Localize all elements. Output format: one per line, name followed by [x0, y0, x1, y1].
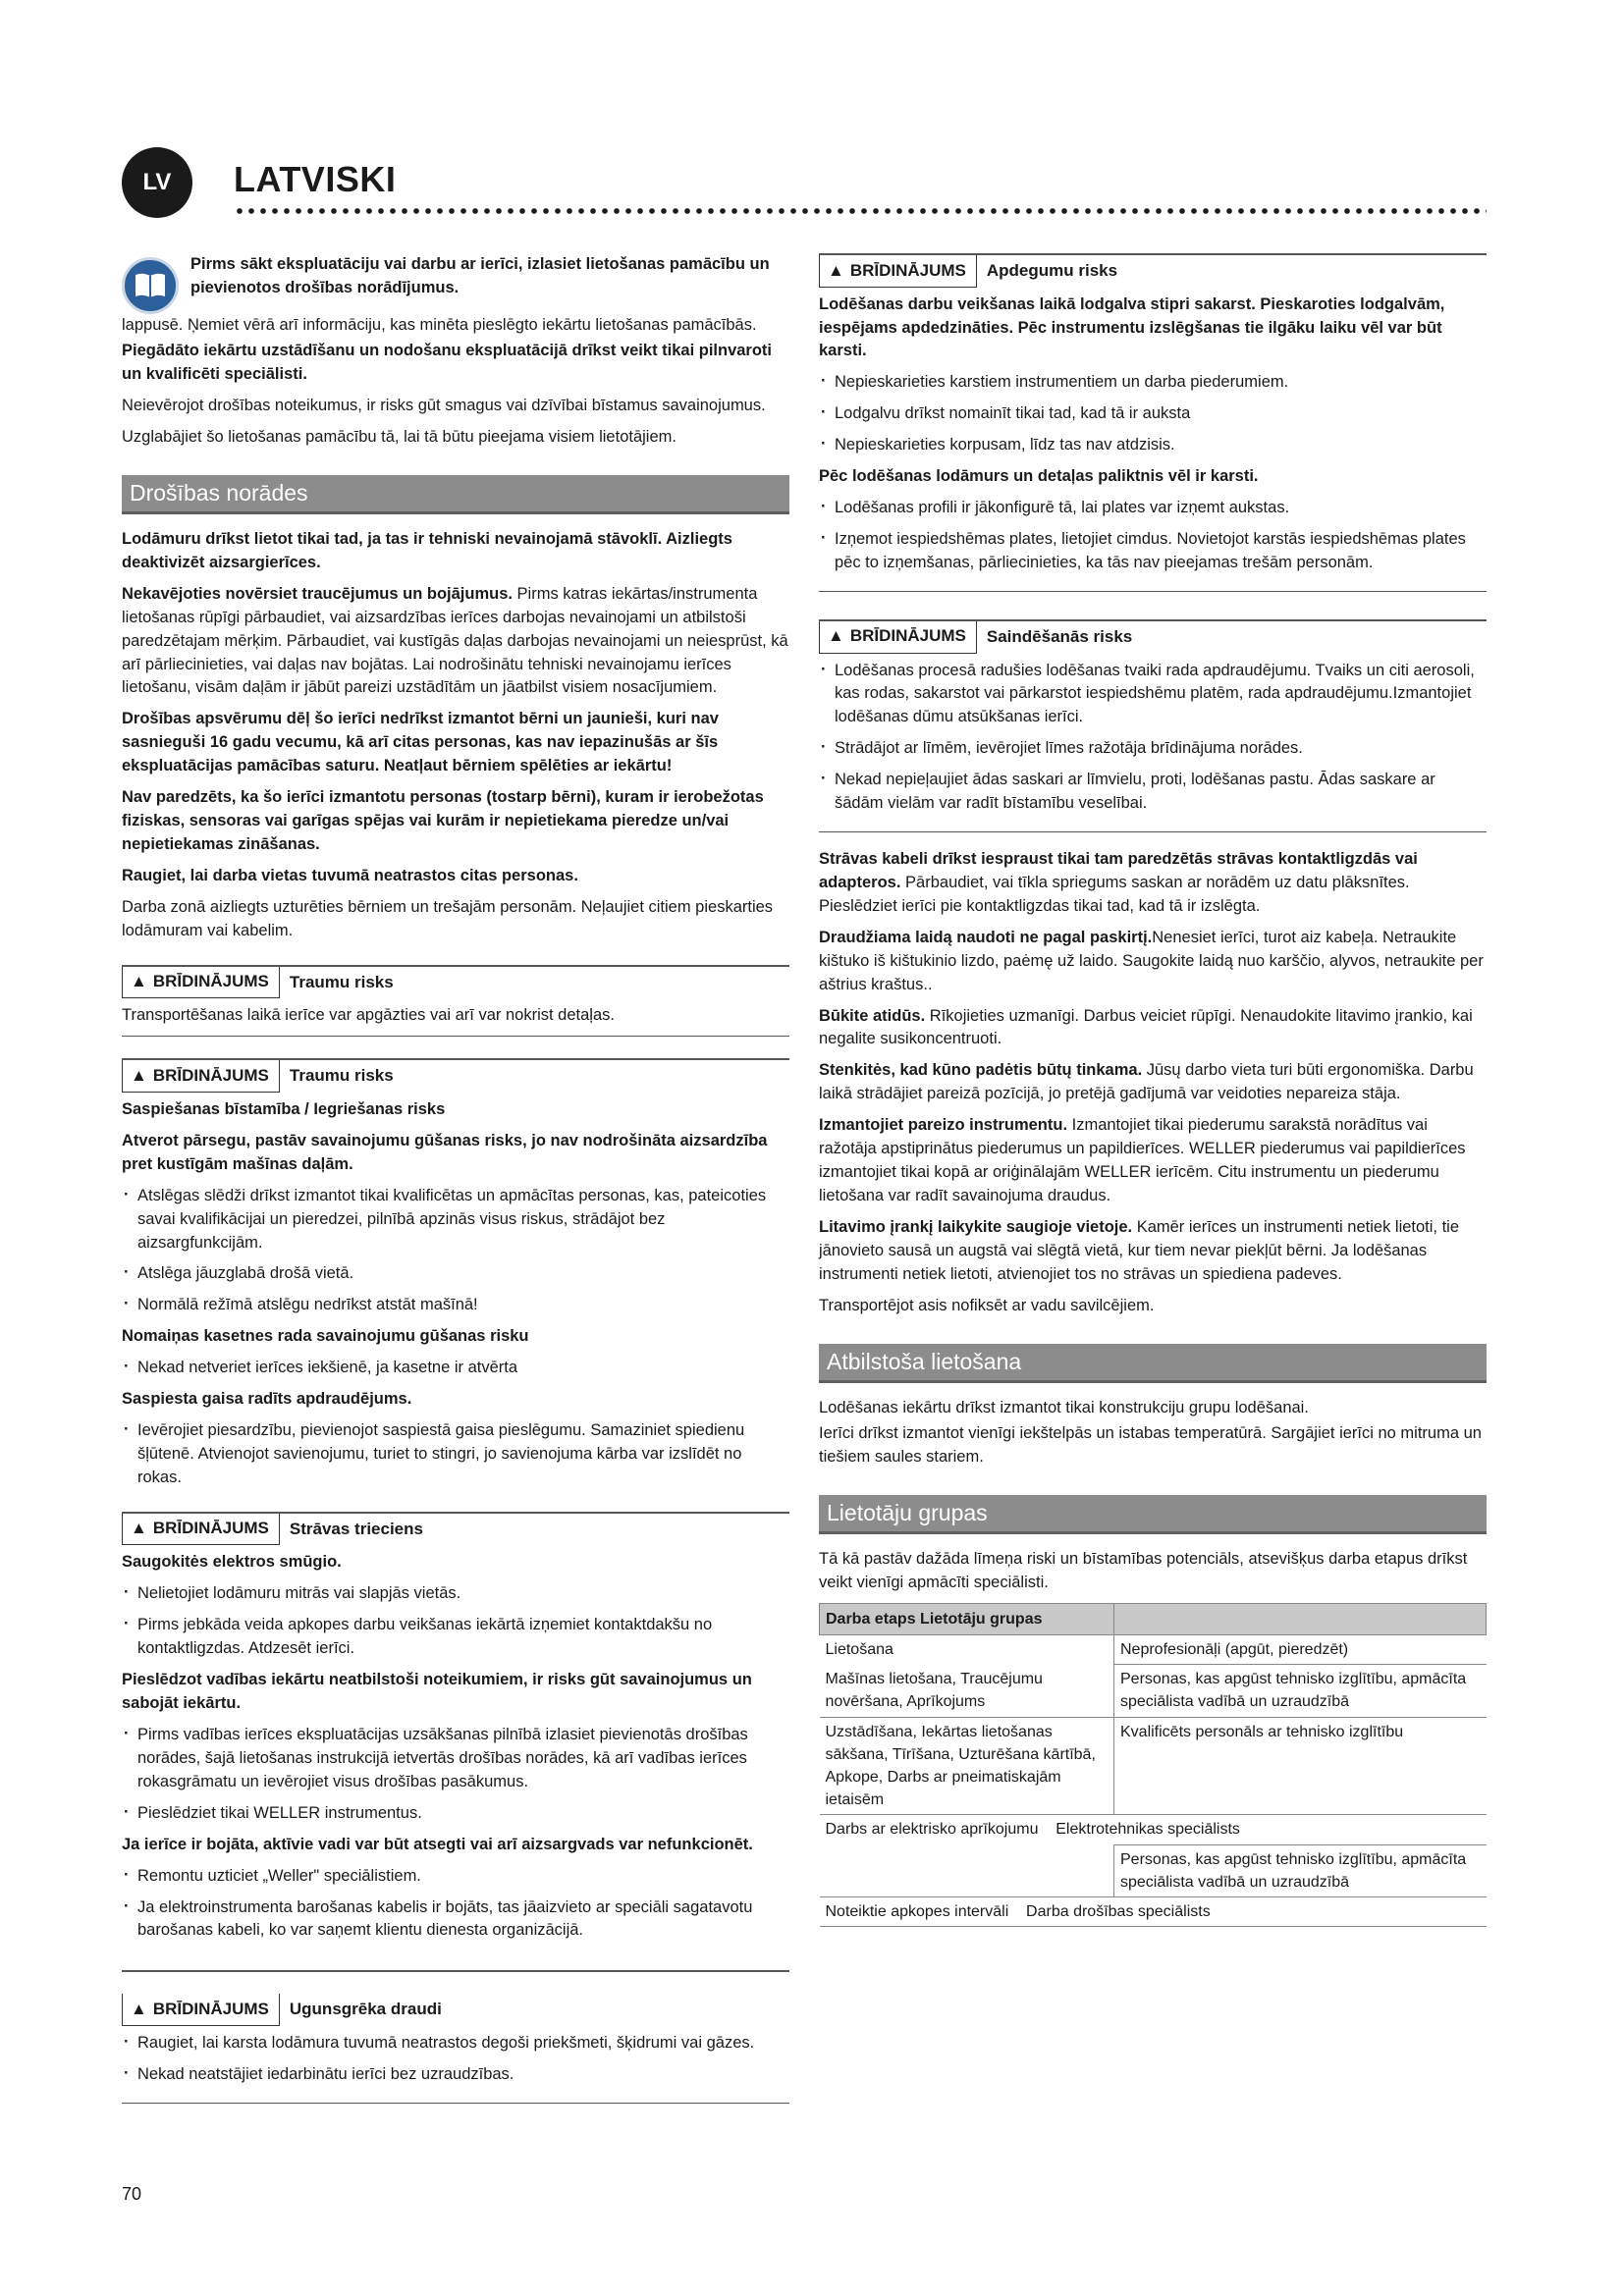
warning-triangle-icon: ▲ [131, 972, 147, 991]
right-column [819, 253, 1487, 1927]
warning-title: Apdegumu risks [986, 261, 1118, 280]
list-item: · Remontu uzticiet „Weller" speciālistiem. [122, 1865, 789, 1889]
table-row [820, 1844, 1487, 1896]
warning-label: ▲ BRĪDINĀJUMS [819, 255, 977, 288]
warning-paragraph: Ja ierīce ir bojāta, aktīvie vadi var būt atsegti vai arī aizsargvads var nefunkcionēt. [122, 1835, 753, 1853]
dotted-divider [234, 208, 1487, 214]
list-item: · Ievērojiet piesardzību, pievienojot saspiestā gaisa pieslēgumu. Samaziniet spiedienu šļūtenē. Atvienojot savienojumu, turiet to stingri, jo savienojuma kārba var izslīdēt no rokas. [122, 1419, 789, 1490]
section-header-proper-use: Atbilstoša lietošana [819, 1344, 1487, 1383]
user-groups-table [819, 1603, 1487, 1927]
table-cell: Lietošana [820, 1635, 1114, 1665]
intro-paragraph: Uzglabājiet šo lietošanas pamācību tā, lai tā būtu pieejama visiem lietotājiem. [122, 427, 677, 446]
warning-box-poison [819, 619, 1487, 832]
warning-title: Strāvas trieciens [289, 1519, 423, 1538]
warning-paragraph: Pieslēdzot vadības iekārtu neatbilstoši noteikumiem, ir risks gūt savainojumus un sabojāt iekārtu. [122, 1671, 752, 1713]
warning-subtitle: Saugokitės elektros smūgio. [122, 1553, 342, 1572]
table-cell: Personas, kas apgūst tehnisko izglītību, apmācīta speciālista vadībā un uzraudzībā [1114, 1665, 1487, 1717]
intro-paragraph: lappusē. Ņemiet vērā arī informāciju, kas minēta pieslēgto iekārtu lietošanas pamācībās. [122, 316, 757, 334]
warning-triangle-icon: ▲ [131, 1519, 147, 1538]
page-title: LATVISKI [234, 159, 397, 199]
table-cell [820, 1844, 1114, 1896]
list-item: · Nepieskarieties karstiem instrumentiem un darba piederumiem. [819, 371, 1487, 395]
table-cell: Darbs ar elektrisko aprīkojumu Elektrotehnikas speciālists [820, 1815, 1487, 1844]
warning-triangle-icon: ▲ [131, 1999, 147, 2018]
warning-list [122, 1357, 789, 1380]
warning-title: Traumu risks [289, 1066, 394, 1086]
manual-book-icon [122, 257, 179, 314]
warning-label: ▲ BRĪDINĀJUMS [122, 1060, 280, 1093]
safety-paragraph: Nav paredzēts, ka šo ierīci izmantotu personas (tostarp bērni), kuram ir ierobežotas fiziskas, sensoras vai garīgas spējas vai kurām ir nepietiekama pieredze un/vai nepietiekamas zināšanas. [122, 788, 764, 854]
table-row [820, 1635, 1487, 1665]
list-item: · Nekad neatstājiet iedarbinātu ierīci bez uzraudzības. [122, 2063, 789, 2087]
warning-label: ▲ BRĪDINĀJUMS [122, 967, 280, 999]
safety-paragraph: Litavimo įrankį laikykite saugioje vietoje. Kamēr ierīces un instrumenti netiek lietoti, tie jānovieto sausā un augstā vai slēgtā vietā, kur tiem nevar piekļūt bērni. Ja lodēšanas instrumenti netiek lietoti, atvienojiet tos no strāvas un spiediena padeves. [819, 1217, 1460, 1283]
list-item: · Lodēšanas profili ir jākonfigurē tā, lai plates var izņemt aukstas. [819, 497, 1487, 520]
section-header-safety: Drošības norādes [122, 475, 789, 514]
table-cell: Mašīnas lietošana, Traucējumu novēršana, Aprīkojums [825, 1670, 1043, 1710]
warning-list [819, 371, 1487, 457]
table-row [820, 1717, 1487, 1815]
safety-paragraph: Stenkitės, kad kūno padėtis būtų tinkama. Jūsų darbo vieta turi būti ergonomiška. Darbu laikā strādājiet pareizā pozīcijā, jo pretējā gadījumā var veidoties nepareiza stāja. [819, 1061, 1474, 1103]
table-row [820, 1896, 1487, 1926]
safety-paragraph: Nekavējoties novērsiet traucējumus un bojājumus. Pirms katras iekārtas/instrumenta lietošanas rūpīgi pārbaudiet, vai aizsardzības ierīces darbojas nevainojami un atbilstoši paredzētajam mērķim. Pārbaudiet, vai kustīgās daļas darbojas nevainojami un neiesprūst, kā arī pārliecinieties, vai daļas nav bojātas. Lai nodrošinātu tehniski nevainojamu ierīces lietošanu, visām daļām ir jābūt pareizi uzstādītām un jāatbilst visiem nosacījumiem. [122, 584, 788, 697]
list-item: · Lodgalvu drīkst nomainīt tikai tad, kad tā ir auksta [819, 402, 1487, 426]
proper-use-paragraph: Lodēšanas iekārtu drīkst izmantot tikai konstrukciju grupu lodēšanai. [819, 1398, 1309, 1416]
table-cell: Neprofesionāļi (apgūt, pieredzēt) [1114, 1635, 1487, 1665]
page-number: 70 [122, 2184, 142, 2204]
safety-paragraph: Strāvas kabeli drīkst iespraust tikai tam paredzētās strāvas kontaktligzdās vai adapteros. Pārbaudiet, vai tīkla spriegums saskan ar norādēm uz datu plāksnītes. Pieslēdziet ierīci pie kontaktligzdas tikai tad, kad tā ir izslēgta. [819, 850, 1418, 915]
warning-subtitle: Saspiešanas bīstamība / Iegriešanas risks [122, 1099, 446, 1118]
left-column [122, 253, 789, 2104]
warning-list [122, 2032, 789, 2087]
warning-box-crush [122, 1058, 789, 1490]
warning-paragraph: Atverot pārsegu, pastāv savainojumu gūšanas risks, jo nav nodrošināta aizsardzība pret kustīgām mašīnas daļām. [122, 1131, 768, 1173]
table-header: Darba etaps Lietotāju grupas [820, 1603, 1114, 1634]
safety-paragraph: Drošības apsvērumu dēļ šo ierīci nedrīkst izmantot bērni un jaunieši, kuri nav sasnieguši 16 gadu vecumu, kā arī citas personas, kas nav iepazinušās ar šīs ekspluatācijas pamācības saturu. Neatļaut bērniem spēlēties ar iekārtu! [122, 710, 719, 775]
proper-use-paragraph: Ierīci drīkst izmantot vienīgi iekštelpās un istabas temperatūrā. Sargājiet ierīci no mitruma un tiešiem saules stariem. [819, 1423, 1482, 1466]
warning-list [122, 1185, 789, 1318]
warning-list [122, 1724, 789, 1826]
warning-triangle-icon: ▲ [828, 260, 844, 280]
table-row [820, 1665, 1487, 1717]
intro-block [122, 253, 789, 314]
general-safety-paragraphs [819, 848, 1487, 1318]
warning-box-electric [122, 1512, 789, 1944]
warning-list [819, 497, 1487, 575]
list-item: · Ja elektroinstrumenta barošanas kabelis ir bojāts, tas jāaizvieto ar speciāli sagatavotu barošanas kabeli, ko var saņemt klientu dienesta organizācijā. [122, 1896, 789, 1944]
warning-list [122, 1865, 789, 1944]
warning-box-injury [122, 965, 789, 1038]
warning-paragraph: Saspiesta gaisa radīts apdraudējums. [122, 1390, 412, 1409]
table-cell: Kvalificēts personāls ar tehnisko izglītību [1114, 1717, 1487, 1815]
safety-paragraph: Lodāmuru drīkst lietot tikai tad, ja tas ir tehniski nevainojamā stāvoklī. Aizliegts deaktivizēt aizsargierīces. [122, 529, 732, 571]
safety-paragraph: Darba zonā aizliegts uzturēties bērniem un trešajām personām. Neļaujiet citiem pieskarties lodāmuram vai kabelim. [122, 897, 774, 939]
user-groups-paragraph: Tā kā pastāv dažāda līmeņa riski un bīstamības potenciāls, atsevišķus darba etapus drīkst veikt vienīgi apmācīti speciālisti. [819, 1550, 1468, 1591]
warning-label: ▲ BRĪDINĀJUMS [819, 621, 977, 654]
list-item: · Nepieskarieties korpusam, līdz tas nav atdzisis. [819, 434, 1487, 457]
warning-triangle-icon: ▲ [828, 626, 844, 646]
table-cell: Personas, kas apgūst tehnisko izglītību, apmācīta speciālista vadībā un uzraudzībā [1114, 1844, 1487, 1896]
warning-box-fire [122, 1970, 789, 2103]
list-item: · Normālā režīmā atslēgu nedrīkst atstāt mašīnā! [122, 1294, 789, 1317]
list-item: · Pirms jebkāda veida apkopes darbu veikšanas iekārtā izņemiet kontaktdakšu no kontaktligzdas. Atdzesēt ierīci. [122, 1614, 789, 1661]
safety-paragraph: Izmantojiet pareizo instrumentu. Izmantojiet tikai piederumu sarakstā norādītus vai ražotāja apstiprinātus piederumus un papildierīces. WELLER piederumus vai papildierīces izmantojiet tikai kopā ar oriģinālajām WELLER ierīcēm. Citu instrumentu un piederumu lietošana var radīt savainojuma draudus. [819, 1116, 1466, 1205]
table-cell: Noteiktie apkopes intervāli Darba drošības speciālists [820, 1896, 1487, 1926]
list-item: · Pirms vadības ierīces ekspluatācijas uzsākšanas pilnībā izlasiet pievienotās drošības norādes, šajā lietošanas instrukcijā ietvertās drošības norādes, kā arī vadības ierīces rokasgrāmatu un ievērojiet visus drošības pasākumus. [122, 1724, 789, 1794]
safety-paragraph: Būkite atidūs. Rīkojieties uzmanīgi. Darbus veiciet rūpīgi. Nenaudokite litavimo įrankio, kai negalite susikoncentruoti. [819, 1006, 1473, 1048]
list-item: · Nekad netveriet ierīces iekšienē, ja kasetne ir atvērta [122, 1357, 789, 1380]
intro-paragraph: Piegādāto iekārtu uzstādīšanu un nodošanu ekspluatācijā drīkst veikt tikai pilnvaroti un kvalificēti speciālisti. [122, 341, 773, 383]
warning-paragraph: Lodēšanas darbu veikšanas laikā lodgalva stipri sakarst. Pieskaroties lodgalvām, iespējams apdedzināties. Pēc instrumentu izslēgšanas tie ilgāku laiku vēl var būt karsti. [819, 294, 1445, 360]
section-header-user-groups: Lietotāju grupas [819, 1495, 1487, 1534]
list-item: · Raugiet, lai karsta lodāmura tuvumā neatrastos degoši priekšmeti, šķidrumi vai gāzes. [122, 2032, 789, 2056]
safety-paragraph: Draudžiama laidą naudoti ne pagal paskirtį.Nenesiet ierīci, turot aiz kabeļa. Netraukite kištuko iš kištukinio lizdo, paėmę už laido. Saugokite laidą nuo karščio, alyvos, netraukite per aštrius kraštus.. [819, 928, 1484, 993]
warning-triangle-icon: ▲ [131, 1065, 147, 1085]
safety-paragraph: Raugiet, lai darba vietas tuvumā neatrastos citas personas. [122, 866, 578, 884]
table-cell: Uzstādīšana, Iekārtas lietošanas sākšana, Tīrīšana, Uzturēšana kārtībā, Apkope, Darbs ar pneimatiskajām ietaisēm [820, 1717, 1114, 1815]
warning-box-burn [819, 253, 1487, 592]
intro-paragraph: Neievērojot drošības noteikumus, ir risks gūt smagus vai dzīvībai bīstamus savainojumus. [122, 396, 766, 414]
warning-list [122, 1582, 789, 1661]
warning-title: Ugunsgrēka draudi [289, 2000, 442, 2019]
warning-paragraph: Nomaiņas kasetnes rada savainojumu gūšanas risku [122, 1327, 529, 1346]
table-row [820, 1815, 1487, 1844]
list-item: · Izņemot iespiedshēmas plates, lietojiet cimdus. Novietojot karstās iespiedshēmas plates pēc to izņemšanas, pārliecinieties, ka tās nav pieejamas trešām personām. [819, 528, 1487, 575]
list-item: · Pieslēdziet tikai WELLER instrumentus. [122, 1802, 789, 1826]
warning-paragraph: Pēc lodēšanas lodāmurs un detaļas paliktnis vēl ir karsti. [819, 467, 1259, 486]
safety-paragraph: Transportējot asis nofiksēt ar vadu savilcējiem. [819, 1296, 1155, 1314]
warning-title: Traumu risks [289, 972, 394, 991]
intro-paragraph: Pirms sākt ekspluatāciju vai darbu ar ierīci, izlasiet lietošanas pamācību un pievienotos drošības norādījumus. [190, 255, 770, 296]
warning-list [122, 1419, 789, 1490]
warning-text: Transportēšanas laikā ierīce var apgāzties vai arī var nokrist detaļas. [122, 1006, 615, 1025]
list-item: · Nelietojiet lodāmuru mitrās vai slapjās vietās. [122, 1582, 789, 1606]
language-badge: LV [122, 147, 192, 218]
list-item: · Nekad nepieļaujiet ādas saskari ar līmvielu, proti, lodēšanas pastu. Ādas saskare ar šādām vielām var radīt bīstamību veselībai. [819, 769, 1487, 816]
table-header [1114, 1603, 1487, 1634]
warning-title: Saindēšanās risks [986, 626, 1133, 646]
list-item: · Strādājot ar līmēm, ievērojiet līmes ražotāja brīdinājuma norādes. [819, 737, 1487, 761]
warning-label: ▲ BRĪDINĀJUMS [122, 1994, 280, 2026]
list-item: · Atslēga jāuzglabā drošā vietā. [122, 1262, 789, 1286]
list-item: · Atslēgas slēdži drīkst izmantot tikai kvalificētas un apmācītas personas, kas, pateicoties savai kvalifikācijai un pieredzei, pilnībā apzinās visus riskus, strādājot bez aizsargfunkcijām. [122, 1185, 789, 1255]
list-item: · Lodēšanas procesā radušies lodēšanas tvaiki rada apdraudējumu. Tvaiks un citi aerosoli, kas rodas, sakarstot vai pārkarstot iespiedshēmu platēm, rada apdraudējumu.Izmantojiet lodēšanas dūmu atsūkšanas ierīci. [819, 660, 1487, 730]
warning-list [819, 660, 1487, 817]
warning-label: ▲ BRĪDINĀJUMS [122, 1514, 280, 1546]
